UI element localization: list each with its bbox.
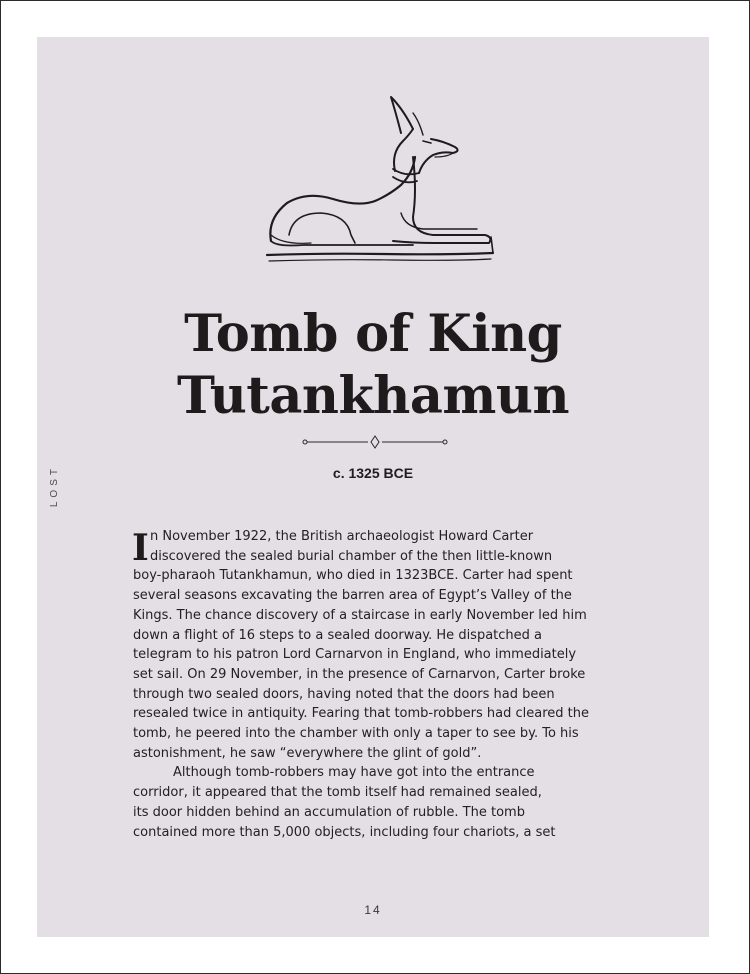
text-line: resealed twice in antiquity. Fearing that tomb-robbers had cleared the [133,706,589,722]
text-line: through two sealed doors, having noted that the doors had been [133,686,555,702]
anubis-jackal-icon [263,95,495,267]
text-line: corridor, it appeared that the tomb itself had remained sealed, [133,785,542,801]
text-line: Kings. The chance discovery of a staircase in early November led him [133,607,587,623]
page-number: 14 [364,903,382,917]
date-subtitle: c. 1325 BCE [332,465,414,481]
text-line: Although tomb-robbers may have got into the entrance [173,765,535,781]
book-page [37,37,709,937]
text-line: several seasons excavating the barren area of Egypt’s Valley of the [133,588,572,604]
text-line: its door hidden behind an accumulation of rubble. The tomb [133,804,525,820]
text-line: down a flight of 16 steps to a sealed doorway. He dispatched a [133,627,543,643]
text-line: n November 1922, the British archaeologist Howard Carter [150,529,534,544]
body-text [133,527,623,842]
text-line: set sail. On 29 November, in the presence of Carnarvon, Carter broke [133,666,586,682]
text-line: boy-pharaoh Tutankhamun, who died in 1323BCE. Carter had spent [133,568,573,584]
section-side-label: LOST [49,465,60,508]
text-line: discovered the sealed burial chamber of the then little-known [150,548,553,564]
text-line: telegram to his patron Lord Carnarvon in England, who immediately [133,647,577,663]
text-line: astonishment, he saw “everywhere the glint of gold”. [133,745,482,761]
text-line: contained more than 5,000 objects, including four chariots, a set [133,824,556,840]
ornamental-divider-icon [302,435,448,449]
page-title: Tomb of King Tutankhamun [176,304,570,426]
drop-cap: I [132,527,149,569]
text-line: tomb, he peered into the chamber with only a taper to see by. To his [133,726,579,742]
